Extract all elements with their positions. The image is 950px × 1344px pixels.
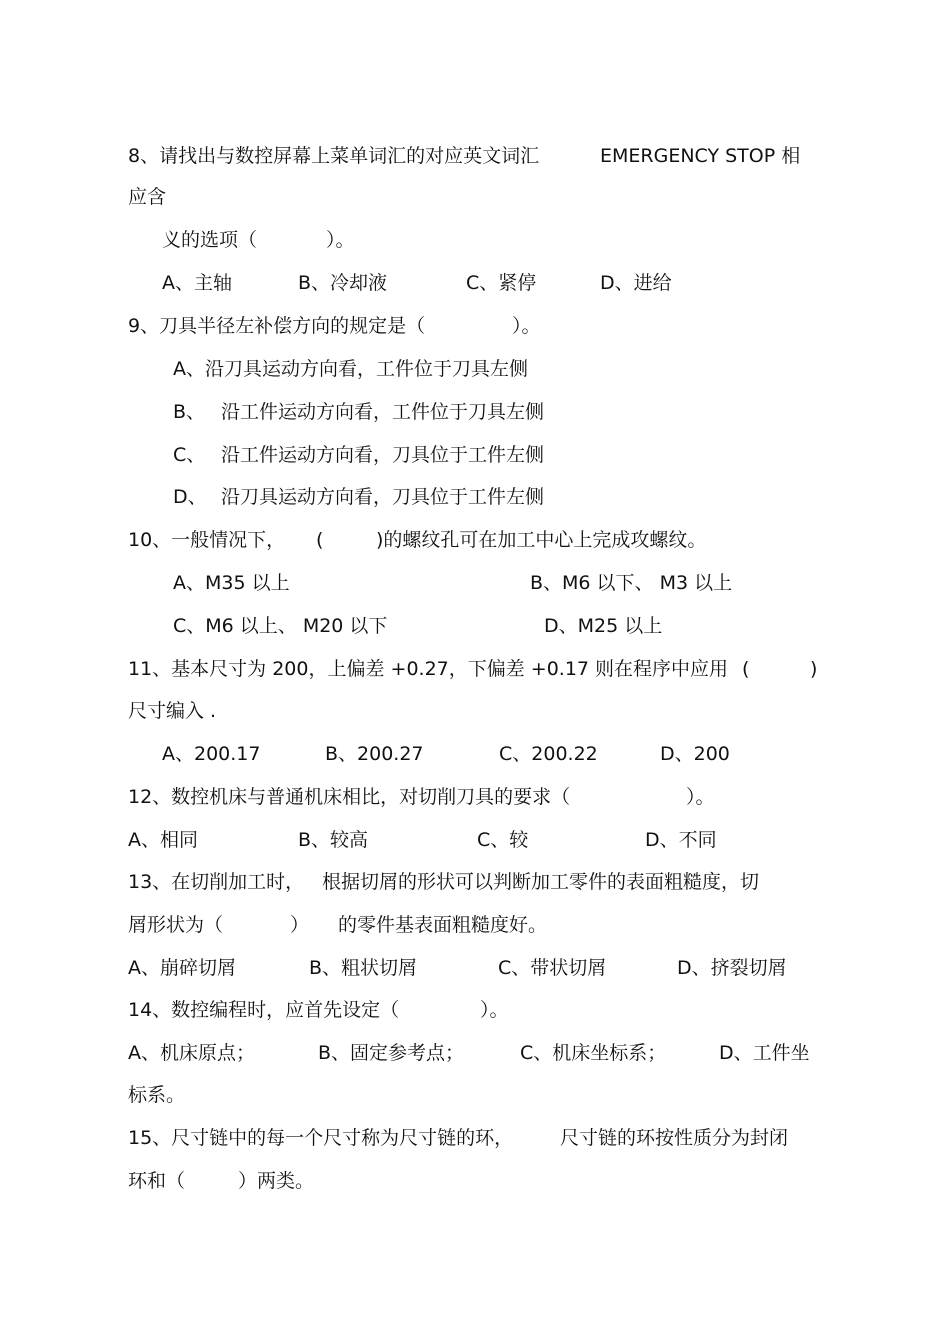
question-13-stem-cont: 屑形状为（ — [128, 914, 224, 936]
question-13-line-2 — [0, 910, 950, 940]
question-9-stem-end: ）。 — [512, 315, 541, 337]
option-a: A、M35 以上 — [173, 572, 290, 594]
question-9-option-c — [0, 440, 950, 470]
option-c: C、M6 以上、 M20 以下 — [173, 615, 388, 637]
question-11-options — [0, 739, 950, 769]
question-9-option-a — [0, 354, 950, 384]
question-9-stem: 9、刀具半径左补偿方向的规定是（ — [128, 315, 426, 337]
question-9-option-b — [0, 397, 950, 427]
option-c: C、200.22 — [499, 743, 598, 765]
question-14-line-3 — [0, 1080, 950, 1110]
question-8-line-1 — [0, 141, 950, 171]
question-13-options — [0, 953, 950, 983]
option-b-text: 沿工件运动方向看，工件位于刀具左侧 — [221, 401, 545, 423]
option-c: C、较 — [477, 829, 529, 851]
question-8-line-2 — [0, 182, 950, 212]
question-8-line-3 — [0, 225, 950, 255]
question-9-line-1 — [0, 311, 950, 341]
question-14-options — [0, 1038, 950, 1068]
question-8-stem-cont: 应含 — [128, 186, 167, 208]
question-10-stem: 10、一般情况下， — [128, 529, 286, 551]
option-c-text: 沿工件运动方向看，刀具位于工件左侧 — [221, 444, 545, 466]
option-b-letter: B、 — [173, 401, 206, 423]
option-d: D、工件坐 — [719, 1042, 810, 1064]
option-b: B、冷却液 — [298, 272, 388, 294]
option-a: A、沿刀具运动方向看，工件位于刀具左侧 — [173, 358, 528, 380]
option-d: D、不同 — [645, 829, 717, 851]
question-15-stem: 15、尺寸链中的每一个尺寸称为尺寸链的环， — [128, 1127, 514, 1149]
question-14-line-1 — [0, 995, 950, 1025]
option-c-letter: C、 — [173, 444, 206, 466]
question-13-paren-close: ） — [290, 914, 310, 936]
option-b: B、200.27 — [325, 743, 424, 765]
option-c: C、紧停 — [466, 272, 537, 294]
question-10-paren-open: ( — [316, 529, 324, 551]
question-8-stem: 8、请找出与数控屏幕上菜单词汇的对应英文词汇 — [128, 145, 540, 167]
question-10-line-1 — [0, 525, 950, 555]
question-15-stem-end: ）两类。 — [238, 1170, 315, 1192]
option-c: C、带状切屑 — [498, 957, 607, 979]
question-8-stem-english: EMERGENCY STOP 相 — [600, 145, 801, 167]
option-d: D、M25 以上 — [544, 615, 663, 637]
question-8-options — [0, 268, 950, 298]
question-10-options-row-2 — [0, 611, 950, 641]
question-12-stem: 12、数控机床与普通机床相比，对切削刀具的要求（ — [128, 786, 571, 808]
option-d: D、进给 — [600, 272, 672, 294]
option-a: A、崩碎切屑 — [128, 957, 236, 979]
question-15-stem-cont: 环和（ — [128, 1170, 186, 1192]
question-15-line-1 — [0, 1123, 950, 1153]
question-13-stem: 13、在切削加工时， — [128, 871, 305, 893]
question-9-option-d — [0, 482, 950, 512]
question-12-options — [0, 825, 950, 855]
question-12-line-1 — [0, 782, 950, 812]
option-d: D、挤裂切屑 — [677, 957, 787, 979]
option-a: A、相同 — [128, 829, 198, 851]
option-d-cont: 标系。 — [128, 1084, 186, 1106]
question-11-line-1 — [0, 654, 950, 684]
option-c: C、机床坐标系； — [520, 1042, 667, 1064]
question-13-stem-end: 的零件基表面粗糙度好。 — [338, 914, 548, 936]
option-b: B、固定参考点； — [318, 1042, 465, 1064]
question-12-stem-end: ）。 — [686, 786, 715, 808]
question-13-line-1 — [0, 867, 950, 897]
question-13-stem-cont: 根据切屑的形状可以判断加工零件的表面粗糙度，切 — [322, 871, 760, 893]
option-d-text: 沿刀具运动方向看，刀具位于工件左侧 — [221, 486, 545, 508]
question-11-line-2 — [0, 696, 950, 726]
question-14-stem: 14、数控编程时，应首先设定（ — [128, 999, 400, 1021]
question-8-stem-cont: 义的选项（ — [162, 229, 258, 251]
question-11-paren-close: ) — [810, 658, 818, 680]
question-11-stem-cont: 尺寸编入 . — [128, 700, 217, 722]
question-10-options-row-1 — [0, 568, 950, 598]
option-a: A、机床原点； — [128, 1042, 255, 1064]
question-11-stem: 11、基本尺寸为 200，上偏差 +0.27，下偏差 +0.17 则在程序中应用 — [128, 658, 729, 680]
question-15-line-2 — [0, 1166, 950, 1196]
question-11-paren-open: ( — [742, 658, 750, 680]
option-d: D、200 — [660, 743, 730, 765]
option-d-letter: D、 — [173, 486, 207, 508]
option-a: A、200.17 — [162, 743, 261, 765]
option-a: A、主轴 — [162, 272, 232, 294]
question-10-stem-end: )的螺纹孔可在加工中心上完成攻螺纹。 — [376, 529, 707, 551]
question-15-stem-cont: 尺寸链的环按性质分为封闭 — [560, 1127, 789, 1149]
question-8-stem-end: ）。 — [326, 229, 355, 251]
option-b: B、较高 — [298, 829, 369, 851]
question-14-stem-end: ）。 — [480, 999, 509, 1021]
option-b: B、粗状切屑 — [309, 957, 418, 979]
option-b: B、M6 以下、 M3 以上 — [530, 572, 733, 594]
